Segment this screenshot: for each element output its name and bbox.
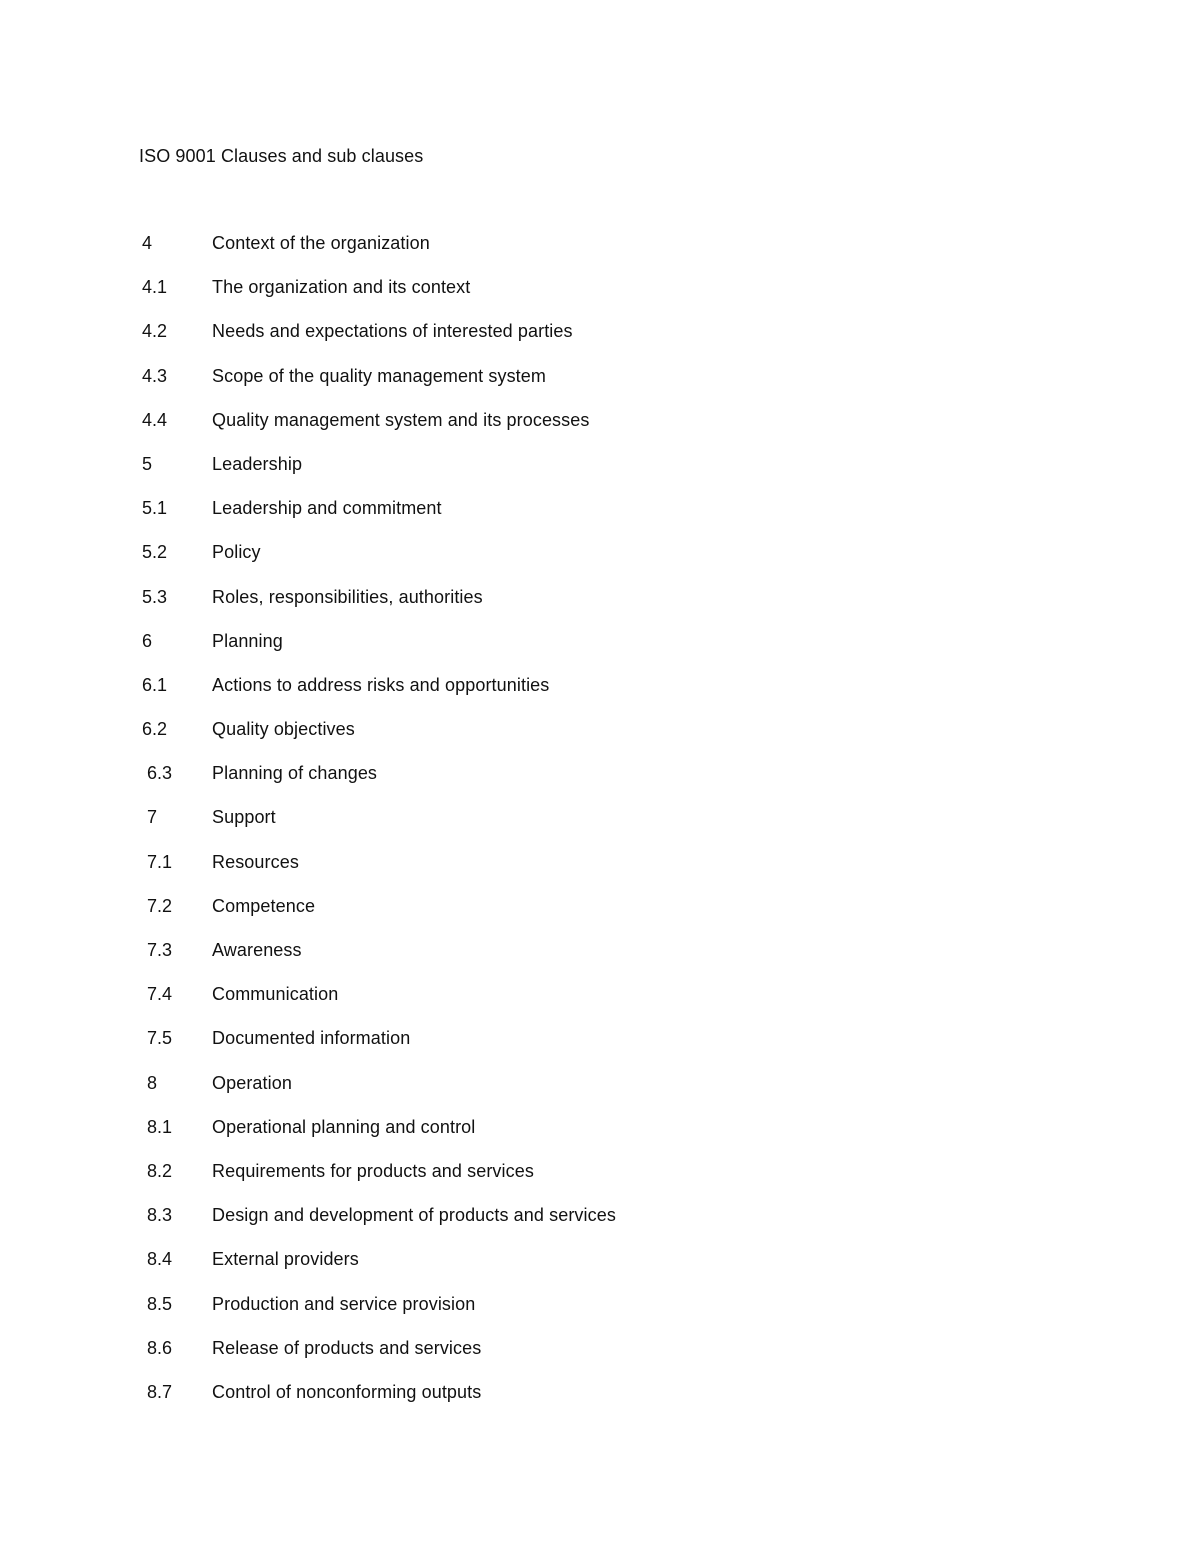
clause-row — [0, 1336, 1200, 1380]
clause-row — [0, 496, 1200, 540]
clause-number: 8.7 — [147, 1381, 173, 1402]
clause-number: 7.4 — [147, 984, 173, 1005]
clause-row — [0, 1247, 1200, 1291]
document-title: ISO 9001 Clauses and sub clauses — [139, 146, 424, 166]
clause-title: Needs and expectations of interested parties — [212, 321, 573, 342]
clause-number: 8.2 — [147, 1160, 173, 1181]
clause-row — [0, 275, 1200, 319]
clause-title: Actions to address risks and opportunities — [212, 674, 550, 695]
clause-row — [0, 1292, 1200, 1336]
clause-row — [0, 452, 1200, 496]
clause-number: 5 — [142, 453, 153, 474]
clause-row — [0, 717, 1200, 761]
clause-number: 6 — [142, 630, 153, 651]
clause-list — [0, 231, 1200, 1424]
clause-row — [0, 629, 1200, 673]
clause-title: Policy — [212, 542, 261, 563]
clause-title: Support — [212, 807, 276, 828]
clause-row — [0, 761, 1200, 805]
clause-row — [0, 1203, 1200, 1247]
clause-number: 8.5 — [147, 1293, 173, 1314]
clause-number: 7.1 — [147, 851, 173, 872]
clause-row — [0, 408, 1200, 452]
clause-title: Competence — [212, 895, 316, 916]
clause-title: Leadership — [212, 453, 303, 474]
clause-title: Resources — [212, 851, 299, 872]
clause-title: Communication — [212, 984, 339, 1005]
clause-title: Operational planning and control — [212, 1116, 476, 1137]
clause-number: 8.3 — [147, 1205, 173, 1226]
clause-title: Planning of changes — [212, 763, 378, 784]
clause-row — [0, 894, 1200, 938]
clause-row — [0, 1115, 1200, 1159]
clause-row — [0, 673, 1200, 717]
clause-number: 6.2 — [142, 719, 168, 740]
clause-row — [0, 805, 1200, 849]
clause-title: The organization and its context — [212, 277, 471, 298]
clause-row — [0, 231, 1200, 275]
clause-number: 8 — [147, 1072, 158, 1093]
clause-title: Awareness — [212, 940, 302, 960]
clause-number: 8.6 — [147, 1337, 173, 1358]
clause-row — [0, 1380, 1200, 1424]
clause-number: 5.3 — [142, 586, 168, 607]
clause-title: Production and service provision — [212, 1293, 476, 1314]
clause-row — [0, 319, 1200, 363]
clause-number: 8.1 — [147, 1116, 173, 1137]
clause-number: 7.5 — [147, 1028, 173, 1049]
clause-row — [0, 1159, 1200, 1203]
clause-number: 4.1 — [142, 277, 168, 298]
clause-number: 7.3 — [147, 940, 173, 960]
clause-title: Context of the organization — [212, 233, 430, 253]
clause-row — [0, 850, 1200, 894]
clause-number: 4 — [142, 233, 153, 253]
clause-row — [0, 1071, 1200, 1115]
clause-title: Operation — [212, 1072, 292, 1093]
clause-number: 4.3 — [142, 365, 168, 386]
clause-title: Design and development of products and services — [212, 1205, 616, 1226]
clause-number: 4.2 — [142, 321, 168, 342]
clause-title: Release of products and services — [212, 1337, 482, 1358]
clause-title: Quality management system and its processes — [212, 409, 590, 430]
clause-row — [0, 1026, 1200, 1070]
clause-title: Planning — [212, 630, 283, 651]
clause-number: 4.4 — [142, 409, 168, 430]
clause-number: 6.1 — [142, 674, 168, 695]
clause-title: Leadership and commitment — [212, 498, 442, 519]
clause-row — [0, 982, 1200, 1026]
clause-title: Quality objectives — [212, 719, 355, 740]
clause-number: 7.2 — [147, 895, 173, 916]
clause-title: Requirements for products and services — [212, 1160, 534, 1181]
clause-row — [0, 540, 1200, 584]
clause-number: 5.1 — [142, 498, 168, 519]
clause-number: 5.2 — [142, 542, 168, 563]
clause-title: Scope of the quality management system — [212, 365, 546, 386]
clause-title: Documented information — [212, 1028, 411, 1049]
clause-title: External providers — [212, 1249, 359, 1270]
clause-row — [0, 585, 1200, 629]
clause-number: 6.3 — [147, 763, 173, 784]
clause-row — [0, 938, 1200, 982]
clause-number: 8.4 — [147, 1249, 173, 1270]
clause-title: Control of nonconforming outputs — [212, 1381, 482, 1402]
clause-row — [0, 364, 1200, 408]
clause-title: Roles, responsibilities, authorities — [212, 586, 483, 607]
clause-number: 7 — [147, 807, 158, 828]
